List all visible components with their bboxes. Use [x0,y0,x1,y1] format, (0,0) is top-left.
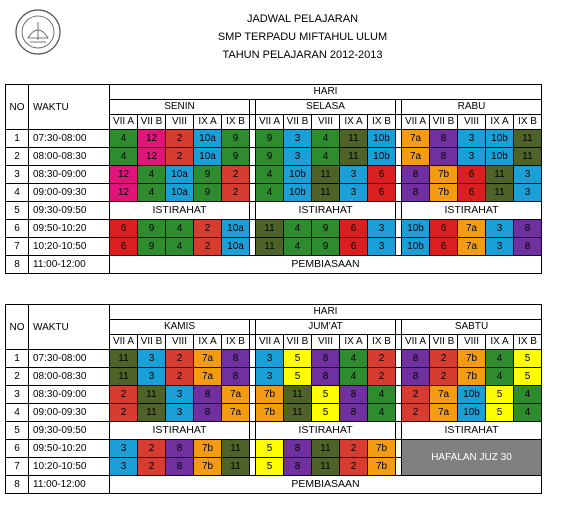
no-header: NO [6,85,29,130]
subject-cell: 3 [368,220,396,238]
subject-cell: 11 [312,184,340,202]
subject-cell: 4 [368,386,396,404]
subject-cell: 8 [402,368,430,386]
subject-cell: 8 [514,238,542,256]
istirahat-label: ISTIRAHAT [402,422,542,440]
subject-cell: 11 [284,386,312,404]
class-header: VII B [138,115,166,130]
subject-cell: 2 [166,130,194,148]
pembiasaan-label: PEMBIASAAN [110,476,542,494]
subject-cell: 11 [340,148,368,166]
row-time: 08:00-08:30 [29,368,110,386]
class-header: IX B [222,335,250,350]
subject-cell: 8 [340,386,368,404]
subject-cell: 3 [138,368,166,386]
subject-cell: 8 [222,368,250,386]
subject-cell: 7a [194,350,222,368]
subject-cell: 8 [430,130,458,148]
subject-cell: 4 [138,166,166,184]
class-header: IX A [340,335,368,350]
class-header: IX B [368,115,396,130]
subject-cell: 11 [486,166,514,184]
class-header: IX A [486,335,514,350]
istirahat-label: ISTIRAHAT [110,422,250,440]
istirahat-label: ISTIRAHAT [256,202,396,220]
subject-cell: 6 [458,184,486,202]
subject-cell: 4 [166,220,194,238]
subject-cell: 4 [256,184,284,202]
subject-cell: 3 [284,148,312,166]
subject-cell: 5 [312,404,340,422]
subject-cell: 6 [110,220,138,238]
table-row [6,440,542,458]
subject-cell: 10a [194,130,222,148]
subject-cell: 3 [340,166,368,184]
class-header: VIII [312,115,340,130]
row-time: 08:30-09:00 [29,166,110,184]
hari-header: HARI [110,305,542,320]
subject-cell: 10a [194,148,222,166]
subject-cell: 5 [486,386,514,404]
table-row [6,238,542,256]
subject-cell: 3 [340,184,368,202]
row-number: 3 [6,386,29,404]
title-line-3: TAHUN PELAJARAN 2012-2013 [222,49,383,61]
subject-cell: 4 [514,386,542,404]
subject-cell: 5 [256,458,284,476]
subject-cell: 11 [222,458,250,476]
subject-cell: 11 [312,440,340,458]
table-row [6,166,542,184]
table-row [6,422,542,440]
subject-cell: 2 [138,440,166,458]
class-header: VII B [284,335,312,350]
row-time: 10:20-10:50 [29,458,110,476]
subject-cell: 4 [138,184,166,202]
subject-cell: 4 [368,404,396,422]
subject-cell: 2 [222,166,250,184]
subject-cell: 9 [138,238,166,256]
subject-cell: 11 [486,184,514,202]
row-time: 11:00-12:00 [29,256,110,274]
subject-cell: 7a [402,148,430,166]
subject-cell: 9 [194,184,222,202]
row-number: 8 [6,476,29,494]
subject-cell: 10b [368,130,396,148]
class-header: VII A [110,335,138,350]
subject-cell: 2 [166,148,194,166]
hafalan-block: HAFALAN JUZ 30 [402,440,542,476]
class-header: IX A [194,115,222,130]
no-header: NO [6,305,29,350]
subject-cell: 9 [138,220,166,238]
subject-cell: 3 [368,238,396,256]
class-header: VII A [402,335,430,350]
class-header: IX A [486,115,514,130]
subject-cell: 11 [340,130,368,148]
subject-cell: 4 [256,166,284,184]
subject-cell: 7a [430,386,458,404]
subject-cell: 5 [256,440,284,458]
subject-cell: 2 [222,184,250,202]
subject-cell: 8 [340,404,368,422]
class-header: VIII [458,335,486,350]
subject-cell: 8 [284,440,312,458]
subject-cell: 3 [458,148,486,166]
subject-cell: 8 [430,148,458,166]
table-row [6,130,542,148]
subject-cell: 8 [312,368,340,386]
subject-cell: 2 [402,386,430,404]
title-line-2: SMP TERPADU MIFTAHUL ULUM [217,31,388,43]
subject-cell: 2 [340,458,368,476]
subject-cell: 3 [514,184,542,202]
subject-cell: 2 [166,368,194,386]
subject-cell: 5 [312,386,340,404]
day-header-kamis: KAMIS [110,320,250,335]
subject-cell: 8 [284,458,312,476]
subject-cell: 7b [368,440,396,458]
subject-cell: 6 [110,238,138,256]
subject-cell: 5 [486,404,514,422]
subject-cell: 7a [222,404,250,422]
subject-cell: 4 [284,220,312,238]
row-number: 1 [6,350,29,368]
row-number: 2 [6,148,29,166]
subject-cell: 4 [340,350,368,368]
subject-cell: 5 [514,368,542,386]
row-number: 3 [6,166,29,184]
row-number: 7 [6,238,29,256]
row-time: 10:20-10:50 [29,238,110,256]
waktu-header: WAKTU [29,305,110,350]
waktu-header: WAKTU [29,85,110,130]
subject-cell: 7b [194,440,222,458]
subject-cell: 7a [222,386,250,404]
table-row [6,476,542,494]
subject-cell: 7b [256,404,284,422]
class-header: IX B [514,115,542,130]
subject-cell: 10b [486,130,514,148]
subject-cell: 5 [284,368,312,386]
subject-cell: 7b [194,458,222,476]
subject-cell: 11 [312,166,340,184]
title-line-1: JADWAL PELAJARAN [246,13,359,25]
class-header: VII A [256,335,284,350]
class-header: VII B [138,335,166,350]
subject-cell: 11 [256,220,284,238]
subject-cell: 3 [110,440,138,458]
row-time: 09:50-10:20 [29,220,110,238]
row-number: 7 [6,458,29,476]
class-header: VIII [166,115,194,130]
class-header: VII A [402,115,430,130]
subject-cell: 7a [458,220,486,238]
subject-cell: 12 [110,166,138,184]
table-row [6,202,542,220]
class-header: IX B [368,335,396,350]
subject-cell: 6 [368,166,396,184]
subject-cell: 8 [402,350,430,368]
subject-cell: 4 [486,368,514,386]
row-time: 07:30-08:00 [29,130,110,148]
class-header: VII A [110,115,138,130]
subject-cell: 8 [402,166,430,184]
subject-cell: 2 [194,220,222,238]
subject-cell: 10b [458,404,486,422]
subject-cell: 2 [430,368,458,386]
day-header-jumat: JUM'AT [256,320,396,335]
subject-cell: 6 [368,184,396,202]
table-row [6,256,542,274]
table-row [6,368,542,386]
subject-cell: 12 [138,130,166,148]
class-header: IX A [340,115,368,130]
subject-cell: 11 [514,130,542,148]
subject-cell: 10b [402,220,430,238]
subject-cell: 7a [430,404,458,422]
subject-cell: 3 [486,238,514,256]
subject-cell: 7b [458,368,486,386]
subject-cell: 6 [458,166,486,184]
subject-cell: 12 [110,184,138,202]
subject-cell: 11 [284,404,312,422]
subject-cell: 7b [430,184,458,202]
day-separator [396,458,402,476]
subject-cell: 12 [138,148,166,166]
subject-cell: 2 [402,404,430,422]
istirahat-label: ISTIRAHAT [110,202,250,220]
subject-cell: 10a [166,166,194,184]
subject-cell: 9 [256,130,284,148]
subject-cell: 4 [110,148,138,166]
row-time: 09:30-09:50 [29,422,110,440]
subject-cell: 2 [166,350,194,368]
subject-cell: 10b [458,386,486,404]
table-row [6,404,542,422]
row-number: 4 [6,184,29,202]
day-header-rabu: RABU [402,100,542,115]
subject-cell: 3 [110,458,138,476]
row-number: 5 [6,202,29,220]
subject-cell: 5 [284,350,312,368]
pembiasaan-label: PEMBIASAAN [110,256,542,274]
table-row [6,350,542,368]
subject-cell: 2 [430,350,458,368]
row-time: 08:00-08:30 [29,148,110,166]
subject-cell: 4 [514,404,542,422]
subject-cell: 8 [514,220,542,238]
class-header: VII B [284,115,312,130]
subject-cell: 3 [166,386,194,404]
subject-cell: 2 [194,238,222,256]
row-time: 09:30-09:50 [29,202,110,220]
row-number: 8 [6,256,29,274]
subject-cell: 3 [458,130,486,148]
subject-cell: 3 [166,404,194,422]
class-header: IX B [514,335,542,350]
row-number: 2 [6,368,29,386]
subject-cell: 11 [138,386,166,404]
subject-cell: 4 [486,350,514,368]
table-row [6,184,542,202]
row-number: 6 [6,220,29,238]
subject-cell: 9 [312,220,340,238]
class-header: VII B [430,335,458,350]
subject-cell: 10a [222,238,250,256]
subject-cell: 9 [222,130,250,148]
class-header: VII A [256,115,284,130]
subject-cell: 9 [312,238,340,256]
subject-cell: 5 [514,350,542,368]
subject-cell: 7b [458,350,486,368]
row-number: 6 [6,440,29,458]
subject-cell: 10b [284,184,312,202]
class-header: VIII [458,115,486,130]
subject-cell: 3 [284,130,312,148]
subject-cell: 11 [256,238,284,256]
subject-cell: 7b [256,386,284,404]
row-time: 11:00-12:00 [29,476,110,494]
subject-cell: 4 [340,368,368,386]
subject-cell: 10b [486,148,514,166]
table-row [6,220,542,238]
subject-cell: 3 [486,220,514,238]
subject-cell: 8 [194,404,222,422]
subject-cell: 9 [222,148,250,166]
subject-cell: 10a [222,220,250,238]
subject-cell: 11 [110,368,138,386]
subject-cell: 3 [138,350,166,368]
table-row [6,386,542,404]
row-time: 08:30-09:00 [29,386,110,404]
subject-cell: 7b [430,166,458,184]
row-number: 1 [6,130,29,148]
class-header: VIII [166,335,194,350]
subject-cell: 9 [194,166,222,184]
row-number: 5 [6,422,29,440]
subject-cell: 10a [166,184,194,202]
subject-cell: 2 [340,440,368,458]
subject-cell: 2 [138,458,166,476]
page-header [0,0,565,80]
subject-cell: 9 [256,148,284,166]
class-header: IX A [194,335,222,350]
subject-cell: 3 [256,368,284,386]
subject-cell: 8 [166,458,194,476]
subject-cell: 4 [284,238,312,256]
subject-cell: 11 [222,440,250,458]
subject-cell: 4 [312,148,340,166]
row-number: 4 [6,404,29,422]
subject-cell: 6 [340,238,368,256]
day-header-senin: SENIN [110,100,250,115]
schedule-table-2 [5,304,542,494]
subject-cell: 8 [312,350,340,368]
hari-header: HARI [110,85,542,100]
subject-cell: 7a [194,368,222,386]
schedule-table-1 [5,84,542,274]
istirahat-label: ISTIRAHAT [256,422,396,440]
subject-cell: 3 [514,166,542,184]
subject-cell: 7a [458,238,486,256]
table-row [6,148,542,166]
subject-cell: 11 [138,404,166,422]
subject-cell: 11 [110,350,138,368]
subject-cell: 4 [166,238,194,256]
subject-cell: 2 [368,350,396,368]
subject-cell: 10b [284,166,312,184]
subject-cell: 2 [368,368,396,386]
class-header: IX B [222,115,250,130]
subject-cell: 11 [514,148,542,166]
subject-cell: 6 [430,220,458,238]
subject-cell: 8 [222,350,250,368]
subject-cell: 8 [166,440,194,458]
class-header: VIII [312,335,340,350]
row-time: 09:50-10:20 [29,440,110,458]
subject-cell: 2 [110,386,138,404]
istirahat-label: ISTIRAHAT [402,202,542,220]
subject-cell: 6 [430,238,458,256]
subject-cell: 4 [110,130,138,148]
subject-cell: 7a [402,130,430,148]
subject-cell: 4 [312,130,340,148]
subject-cell: 2 [110,404,138,422]
day-header-sabtu: SABTU [402,320,542,335]
row-time: 07:30-08:00 [29,350,110,368]
subject-cell: 10b [368,148,396,166]
title-block [0,10,565,64]
class-header: VII B [430,115,458,130]
subject-cell: 10b [402,238,430,256]
subject-cell: 8 [194,386,222,404]
row-time: 09:00-09:30 [29,404,110,422]
subject-cell: 6 [340,220,368,238]
subject-cell: 11 [312,458,340,476]
subject-cell: 3 [256,350,284,368]
subject-cell: 7b [368,458,396,476]
row-time: 09:00-09:30 [29,184,110,202]
subject-cell: 8 [402,184,430,202]
day-header-selasa: SELASA [256,100,396,115]
